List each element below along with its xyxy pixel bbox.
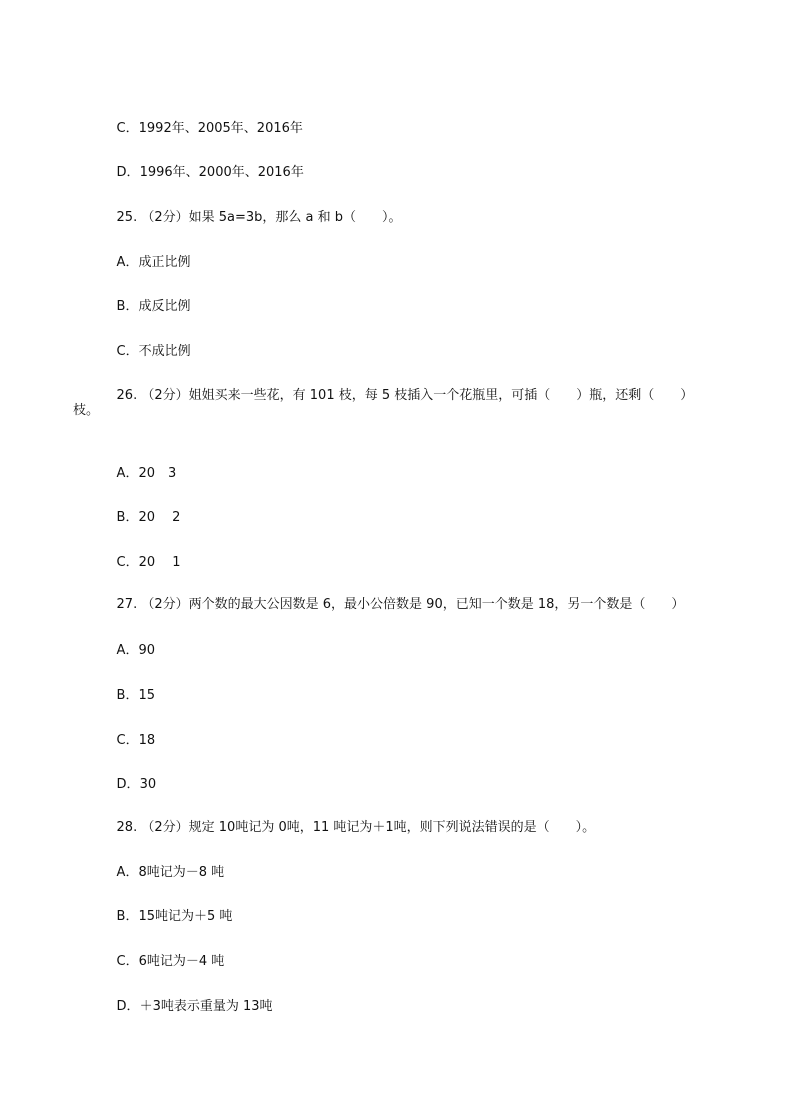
- option-label: D: [116, 777, 127, 792]
- option-label: C: [116, 121, 126, 136]
- option-separator: ．: [125, 344, 139, 359]
- option-separator: ．: [126, 777, 140, 792]
- question-score: （2分）: [141, 820, 189, 835]
- option-separator: ．: [126, 999, 140, 1014]
- question-score: （2分）: [141, 597, 189, 612]
- option-label: C: [116, 954, 126, 969]
- option-text: 成反比例: [138, 299, 191, 314]
- option-separator: ．: [125, 555, 139, 570]
- question-score: （2分）: [141, 210, 189, 225]
- option-d-q27: [100, 761, 156, 809]
- option-text: 20 2: [138, 510, 181, 525]
- option-label: B: [116, 688, 126, 703]
- option-text: 成正比例: [138, 255, 191, 270]
- question-number: 25.: [116, 210, 138, 225]
- option-text: 20 3: [138, 466, 177, 481]
- option-b-q26: [100, 494, 180, 542]
- option-label: A: [116, 466, 126, 481]
- option-c-q26: [100, 539, 181, 587]
- option-label: D: [116, 999, 127, 1014]
- option-text: ＋3吨表示重量为 13吨: [139, 999, 273, 1014]
- option-text: 1996年、2000年、2016年: [139, 165, 304, 180]
- option-separator: ．: [125, 121, 139, 136]
- option-c-q28: [100, 938, 224, 986]
- option-label: B: [116, 510, 126, 525]
- option-label: B: [116, 299, 126, 314]
- question-25: [100, 194, 402, 242]
- option-c-q25: [100, 328, 191, 376]
- option-text: 6吨记为－4 吨: [138, 954, 225, 969]
- option-a-q25: [100, 239, 190, 287]
- option-a-q26: [100, 450, 176, 498]
- option-label: A: [116, 255, 126, 270]
- option-b-q25: [100, 283, 190, 331]
- option-label: A: [116, 865, 126, 880]
- option-separator: ．: [125, 299, 139, 314]
- option-text: 30: [139, 777, 157, 792]
- option-label: B: [116, 909, 126, 924]
- option-separator: ．: [125, 255, 139, 270]
- question-number: 26.: [116, 388, 138, 403]
- option-separator: ．: [125, 909, 139, 924]
- option-b-q27: [100, 672, 155, 720]
- option-label: C: [116, 555, 126, 570]
- question-score: （2分）: [141, 388, 189, 403]
- option-b-q28: [100, 893, 232, 941]
- option-separator: ．: [125, 865, 139, 880]
- option-separator: ．: [125, 643, 139, 658]
- question-26-continuation: 枝。: [73, 403, 100, 418]
- question-text: 姐姐买来一些花，有 101 枝，每 5 枝插入一个花瓶里，可插（ ）瓶，还剩（ ）: [188, 388, 694, 403]
- option-c-years: [100, 105, 303, 153]
- question-28: [100, 804, 595, 852]
- option-label: C: [116, 733, 126, 748]
- option-separator: ．: [125, 733, 139, 748]
- option-text: 15吨记为＋5 吨: [138, 909, 233, 924]
- option-text: 20 1: [138, 555, 181, 570]
- option-a-q28: [100, 849, 224, 897]
- question-number: 27.: [116, 597, 138, 612]
- option-separator: ．: [125, 510, 139, 525]
- option-text: 1992年、2005年、2016年: [138, 121, 303, 136]
- option-separator: ．: [125, 688, 139, 703]
- option-a-q27: [100, 627, 155, 675]
- option-label: D: [116, 165, 127, 180]
- question-26: [100, 372, 693, 420]
- option-separator: ．: [125, 466, 139, 481]
- option-text: 18: [138, 733, 156, 748]
- question-text: 规定 10吨记为 0吨，11 吨记为＋1吨，则下列说法错误的是（ ）。: [188, 820, 596, 835]
- question-27: [100, 581, 684, 629]
- option-text: 15: [138, 688, 156, 703]
- option-separator: ．: [126, 165, 140, 180]
- option-text: 8吨记为－8 吨: [138, 865, 225, 880]
- option-separator: ．: [125, 954, 139, 969]
- option-text: 90: [138, 643, 155, 658]
- option-label: A: [116, 643, 126, 658]
- question-text: 两个数的最大公因数是 6，最小公倍数是 90，已知一个数是 18，另一个数是（ ）: [188, 597, 685, 612]
- option-d-years: [100, 149, 304, 197]
- option-label: C: [116, 344, 126, 359]
- question-number: 28.: [116, 820, 138, 835]
- option-d-q28: [100, 983, 273, 1031]
- option-c-q27: [100, 717, 155, 765]
- option-text: 不成比例: [138, 344, 191, 359]
- question-text: 如果 5a=3b，那么 a 和 b（ ）。: [188, 210, 402, 225]
